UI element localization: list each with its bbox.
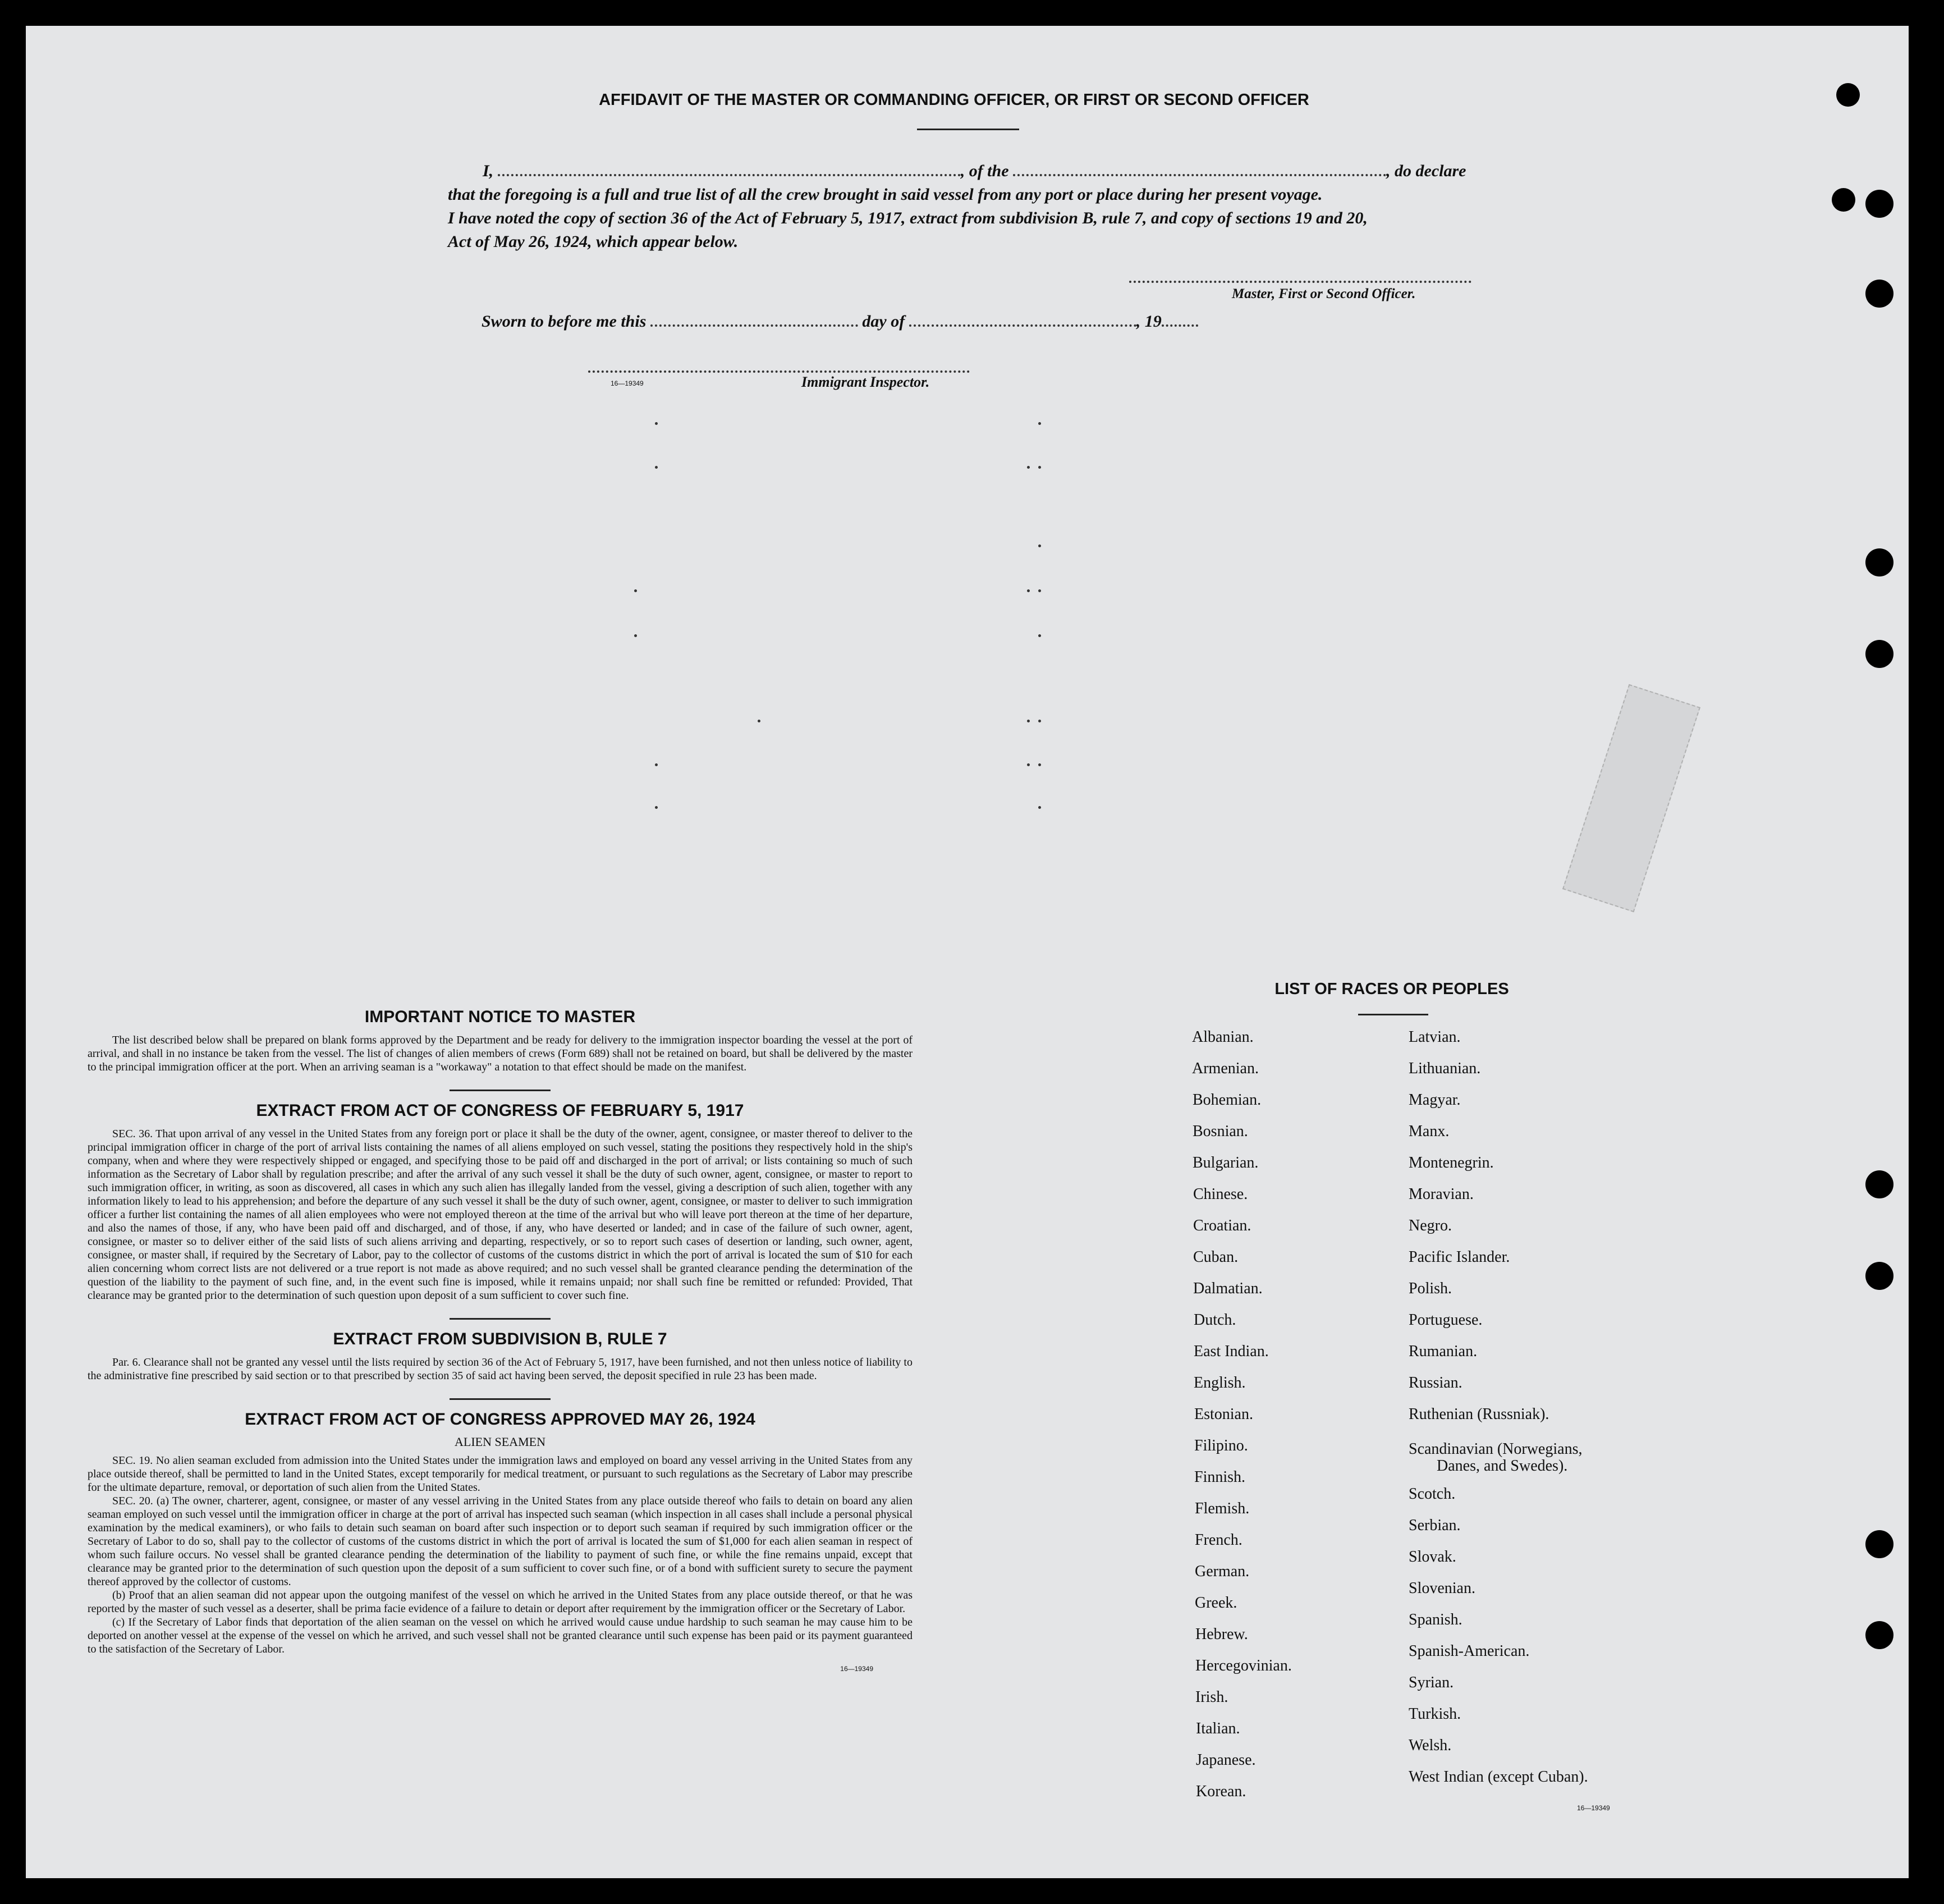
rule7-rule <box>450 1398 551 1400</box>
affidavit-title: AFFIDAVIT OF THE MASTER OR COMMANDING OFFICER, OR FIRST OR SECOND OFFICER <box>599 91 1309 109</box>
race-item: Hercegovinian. <box>1195 1657 1292 1674</box>
dot-mark <box>655 466 658 469</box>
race-item: Serbian. <box>1409 1517 1461 1534</box>
affidavit-form-number: 16—19349 <box>611 379 644 387</box>
binder-hole <box>1865 1530 1893 1558</box>
dot-mark <box>1038 422 1041 425</box>
dot-mark <box>1027 763 1030 766</box>
declarant-of-the: , of the <box>960 162 1009 180</box>
race-item: Finnish. <box>1194 1468 1246 1486</box>
race-item: Spanish. <box>1409 1611 1462 1628</box>
race-item: Bosnian. <box>1193 1123 1248 1140</box>
race-item: Moravian. <box>1409 1186 1474 1203</box>
declaration-line-2: that the foregoing is a full and true list of all the crew brought in said vessel from any port or place during her present voyage. <box>448 185 1323 204</box>
race-item: Cuban. <box>1193 1248 1239 1266</box>
dot-mark <box>1038 589 1041 592</box>
inspector-label: Immigrant Inspector. <box>801 374 930 390</box>
race-item: Danes, and Swedes). <box>1437 1457 1568 1475</box>
notices-column <box>88 1008 913 1673</box>
dot-mark <box>655 763 658 766</box>
races-rule <box>1358 1014 1428 1015</box>
race-item: Albanian. <box>1192 1028 1254 1046</box>
dot-mark <box>1038 466 1041 469</box>
race-item: Hebrew. <box>1195 1626 1248 1643</box>
race-item: Latvian. <box>1409 1028 1461 1046</box>
binder-hole <box>1865 1262 1893 1290</box>
race-item: East Indian. <box>1194 1343 1269 1360</box>
race-item: English. <box>1194 1374 1246 1392</box>
race-item: Irish. <box>1195 1688 1228 1706</box>
race-item: West Indian (except Cuban). <box>1409 1768 1588 1786</box>
race-item: Bohemian. <box>1193 1091 1262 1109</box>
race-item: Spanish-American. <box>1409 1642 1530 1660</box>
race-item: Slovenian. <box>1409 1580 1475 1597</box>
race-item: Rumanian. <box>1409 1343 1478 1360</box>
declarant-name-blank[interactable] <box>498 173 961 176</box>
race-item: Turkish. <box>1409 1705 1461 1723</box>
declaration-line-4: Act of May 26, 1924, which appear below. <box>448 232 739 251</box>
extract-1924-sec20b: (b) Proof that an alien seaman did not appear upon the outgoing manifest of the vessel on which he arrived in the United States from any place outside thereof, or that he was reported by the master of such vessel as a deserter, shall be prima facie evidence of a failure to detain or deport after requirement by the immigration officer or the Secretary of Labor. <box>88 1589 913 1615</box>
notice-rule <box>450 1090 551 1091</box>
extract-1924-heading: EXTRACT FROM ACT OF CONGRESS APPROVED MAY 26, 1924 <box>245 1410 755 1429</box>
dot-mark <box>1038 544 1041 547</box>
race-item: Croatian. <box>1193 1217 1251 1234</box>
vessel-name-blank[interactable] <box>1013 173 1386 176</box>
affidavit-declaration <box>448 159 1514 254</box>
declarant-i: I, <box>483 162 494 180</box>
races-form-number: 16—19349 <box>1577 1804 1610 1812</box>
dot-mark <box>655 806 658 809</box>
notice-heading: IMPORTANT NOTICE TO MASTER <box>364 1008 636 1026</box>
race-item: Lithuanian. <box>1409 1060 1481 1077</box>
race-item: Manx. <box>1409 1123 1450 1140</box>
notice-text: The list described below shall be prepared on blank forms approved by the Department and be ready for delivery to the immigration inspector boarding the vessel at the port of arrival, and shall in no instance be taken from the vessel. The list of changes of alien members of crews (Form 689) shall not be retained on board, but shall be delivered by the master to the principal immigration officer at the port. When an arriving seaman is a "workaway" a notation to that effect should be made on the manifest. <box>88 1034 913 1073</box>
dot-mark <box>634 589 637 592</box>
race-item: Armenian. <box>1192 1060 1259 1077</box>
race-item: Negro. <box>1409 1217 1452 1234</box>
dot-mark <box>1027 466 1030 469</box>
declarant-declare: , do declare <box>1386 162 1466 180</box>
race-item: Scandinavian (Norwegians, <box>1409 1440 1583 1458</box>
race-item: Russian. <box>1409 1374 1462 1392</box>
dot-mark <box>1038 763 1041 766</box>
race-item: Magyar. <box>1409 1091 1461 1109</box>
dot-mark <box>758 720 760 722</box>
signature-label: Master, First or Second Officer. <box>1232 286 1416 301</box>
binder-hole <box>1865 280 1893 308</box>
dot-mark <box>1038 720 1041 722</box>
extract-1917-rule <box>450 1318 551 1320</box>
extract-form-number: 16—19349 <box>840 1665 873 1673</box>
race-item: Filipino. <box>1194 1437 1248 1454</box>
race-item: Korean. <box>1196 1783 1246 1800</box>
race-item: Chinese. <box>1193 1186 1248 1203</box>
binder-hole <box>1865 548 1893 576</box>
race-item: Estonian. <box>1194 1406 1253 1423</box>
dot-mark <box>655 422 658 425</box>
binder-hole <box>1836 83 1860 107</box>
extract-1917-text: SEC. 36. That upon arrival of any vessel in the United States from any foreign port or place it shall be the duty of the owner, agent, consignee, or master thereof to deliver to the principal immigration officer in charge of the port of arrival lists containing the names of all aliens employed on such vessel, stating the positions they respectively hold in the ship's company, when and where they were respectively shipped or engaged, and specifying those to be paid off and discharged in the port of arrival; or lists containing so much of such information as the Secretary of Labor shall by regulation prescribe; and after the arrival of any such vessel it shall be the duty of such owner, agent, consignee, or master to report to such immigration officer, in writing, as soon as discovered, all cases in which any such alien has illegally landed from the vessel, giving a description of such alien, together with any information likely to lead to his apprehension; and before the departure of any such vessel it shall be the duty of such owner, agent, consignee, or master to deliver to such immigration officer a further list containing the names of all alien employees who were not employed thereon at the time of the arrival but who will leave port thereon at the time of her departure, and also the names of those, if any, who have been paid off and discharged, and of those, if any, who have deserted or landed; and in case of the failure of such owner, agent, consignee, or master so to deliver either of the said lists of such aliens arriving and departing, respectively, or so to report such cases of desertion or landing, such owner, agent, consignee, or master shall, if required by the Secretary of Labor, pay to the collector of customs of the customs district in which the port of arrival is located the sum of $10 for each alien concerning whom correct lists are not delivered or a true report is not made as above required; and no such vessel shall be granted clearance pending the determination of the question of the liability to the payment of such fine, and, in the event such fine is imposed, while it remains unpaid; nor shall such fine be remitted or refunded: Provided, That clearance may be granted prior to the determination of such question upon deposit of a sum sufficient to cover such fine. <box>88 1128 913 1302</box>
sworn-year: , 19 <box>1136 312 1162 331</box>
race-item: Bulgarian. <box>1193 1154 1259 1171</box>
race-item: Slovak. <box>1409 1548 1456 1566</box>
binder-hole <box>1865 1621 1893 1649</box>
race-item: Dalmatian. <box>1193 1280 1263 1297</box>
race-item: Montenegrin. <box>1409 1154 1494 1171</box>
race-item: Ruthenian (Russniak). <box>1409 1406 1549 1423</box>
race-item: Pacific Islander. <box>1409 1248 1510 1266</box>
race-item: Dutch. <box>1194 1311 1236 1329</box>
dot-mark <box>1027 589 1030 592</box>
sworn-day-of: day of <box>862 312 905 331</box>
alien-seamen-subheading: ALIEN SEAMEN <box>455 1435 545 1449</box>
race-item: Portuguese. <box>1409 1311 1483 1329</box>
extract-1917-heading: EXTRACT FROM ACT OF CONGRESS OF FEBRUARY 5, 1917 <box>256 1101 744 1120</box>
declaration-line-3: I have noted the copy of section 36 of the Act of February 5, 1917, extract from subdivision B, rule 7, and copy of sections 19 and 20, <box>448 209 1368 227</box>
extract-1924-sec20c: (c) If the Secretary of Labor finds that deportation of the alien seaman on the vessel on which he arrived would cause undue hardship to such seaman he may cause him to be deported on another vessel at the expense of the vessel on which he arrived, and such vessel shall not be granted clearance until such expense has been paid or its payment guaranteed to the satisfaction of the Secretary of Labor. <box>88 1616 913 1655</box>
race-item: Welsh. <box>1409 1737 1452 1754</box>
binder-hole <box>1832 188 1855 212</box>
dot-mark <box>1027 720 1030 722</box>
sworn-year-blank[interactable] <box>1162 324 1198 327</box>
sworn-month-blank[interactable] <box>909 324 1136 327</box>
declaration-line-1 <box>448 159 1514 183</box>
inspector-signature-line[interactable] <box>588 370 970 373</box>
race-item: French. <box>1195 1531 1242 1549</box>
extract-1924-sec20a: SEC. 20. (a) The owner, charterer, agent, consignee, or master of any vessel arriving in the United States from any place outside thereof who fails to detain on board any alien seaman employed on such vessel until the immigration officer in charge at the port of arrival has inspected such seaman (which inspection in all cases shall include a personal physical examination by the medical examiners), or who fails to detain such seaman on board after such inspection or to deport such seaman if required by such immigration officer or the Secretary of Labor to do so, shall pay to the collector of customs of the customs district in which the port of arrival is located the sum of $1,000 for each alien seaman in respect of whom such failure occurs. No vessel shall be granted clearance pending the determination of the liability to payment of such fine, or while the fine remains unpaid, except that clearance may be granted prior to the determination of such question upon the deposit of a sum sufficient to cover such fine, or of a bond with sufficient surety to secure the payment thereof approved by the collector of customs. <box>88 1495 913 1588</box>
race-item: Greek. <box>1195 1594 1237 1612</box>
affidavit-title-rule <box>917 129 1019 130</box>
race-item: Italian. <box>1196 1720 1240 1737</box>
race-item: Flemish. <box>1195 1500 1250 1517</box>
binder-hole <box>1865 190 1893 218</box>
binder-hole <box>1865 640 1893 668</box>
races-heading: LIST OF RACES OR PEOPLES <box>1274 980 1509 998</box>
race-item: German. <box>1195 1563 1250 1580</box>
dot-mark <box>1038 806 1041 809</box>
sworn-day-blank[interactable] <box>650 324 858 327</box>
race-item: Syrian. <box>1409 1674 1454 1691</box>
rule7-text: Par. 6. Clearance shall not be granted any vessel until the lists required by section 36 of the Act of February 5, 1917, have been furnished, and not then unless notice of liability to the administrative fine prescribed by said section or to that prescribed by section 35 of said act having been served, the deposit specified in rule 23 has been made. <box>88 1356 913 1382</box>
dot-mark <box>634 634 637 637</box>
extract-1924-sec19: SEC. 19. No alien seaman excluded from admission into the United States under the immigration laws and employed on board any vessel arriving in the United States from any place outside thereof, shall be permitted to land in the United States, except temporarily for medical treatment, or pursuant to such regulations as the Secretary of Labor may prescribe for the ultimate departure, removal, or deportation of such alien from the United States. <box>88 1454 913 1494</box>
dot-mark <box>1038 634 1041 637</box>
race-item: Japanese. <box>1196 1751 1256 1769</box>
binder-hole <box>1865 1170 1893 1198</box>
sworn-prefix: Sworn to before me this <box>482 312 647 331</box>
rule7-heading: EXTRACT FROM SUBDIVISION B, RULE 7 <box>333 1330 667 1348</box>
signature-line[interactable] <box>1129 281 1471 283</box>
race-item: Polish. <box>1409 1280 1452 1297</box>
sworn-line <box>482 312 1198 331</box>
race-item: Scotch. <box>1409 1485 1456 1503</box>
